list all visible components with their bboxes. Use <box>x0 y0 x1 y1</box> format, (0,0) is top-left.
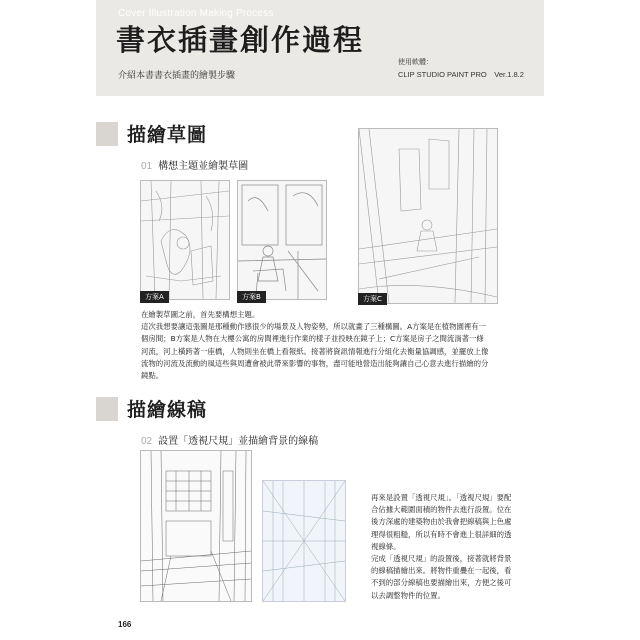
section-marker <box>96 397 118 421</box>
software-name: CLIP STUDIO PAINT PRO Ver.1.8.2 <box>398 70 524 79</box>
page-subtitle: 介紹本書書衣插畫的繪製步驟 <box>118 71 236 81</box>
sketch-plan-c <box>358 128 498 304</box>
sketch-plan-b <box>237 180 327 300</box>
header-english-subtitle: Cover Illustration Making Process <box>118 8 274 19</box>
step-title: 設置「透視尺規」並描繪背景的線稿 <box>158 436 319 447</box>
step-title: 構想主題並繪製草圖 <box>158 161 249 172</box>
section-title-sketch: 描繪草圖 <box>96 120 176 147</box>
software-label: 使用軟體： <box>398 58 433 66</box>
lineart-image-1 <box>140 450 252 602</box>
step-number: 01 <box>141 161 153 172</box>
lineart-image-2 <box>262 480 346 602</box>
plan-a-tag: 方案A <box>140 291 169 303</box>
page-title: 書衣插畫創作過程 <box>116 23 365 57</box>
section-marker <box>96 122 118 146</box>
plan-b-tag: 方案B <box>237 291 266 303</box>
section-title-lineart: 描繪線稿 <box>96 395 176 422</box>
section1-paragraph: 在繪製草圖之前，首先要構想主題。 這次我想要讓這張圖是那種動作感很少的場景及人物姿勢，所以就畫了三種構圖。A方案是在植物園裡有一 個房間；B方案是人物在大樓公寓的房間裡進行作業的樣子並投映在鏡子上；C方案是房子之間流淌著一條 河流，河上橫跨著一座橋，人物則坐在橋上看報紙。接著將資訊情報進行分組化去衡量協調感，並擺放上像 流物的河流及流動的風這些與周遭會被此帶來影響的事物，盡可能地營造出能夠讓自己心意去進行描繪的分 鏡點。 <box>141 310 489 381</box>
sketch-plan-a <box>140 180 230 300</box>
step-number: 02 <box>141 436 153 447</box>
step-heading-02 <box>141 432 318 447</box>
page-header <box>96 0 544 96</box>
page-number: 166 <box>118 620 132 629</box>
step-heading-01 <box>141 157 248 172</box>
plan-c-tag: 方案C <box>358 293 387 305</box>
section2-paragraph: 再來是設置「透視尺規」。「透視尺規」要配 合佔據大範圍面積的物件去進行設置。位在 後方深處的建築物由於我會把線稿與上色處 理得很粗糙，所以有時不會進上很詳細的透 視線條。 完成「透視尺規」的設置後，接著就將背景 的線稿描繪出來。將物件重疊在一起後，看 不到的部分線稿也要描繪出來，方便之後可 以去調整物件的位置。 <box>371 493 512 600</box>
book-page <box>96 0 544 640</box>
